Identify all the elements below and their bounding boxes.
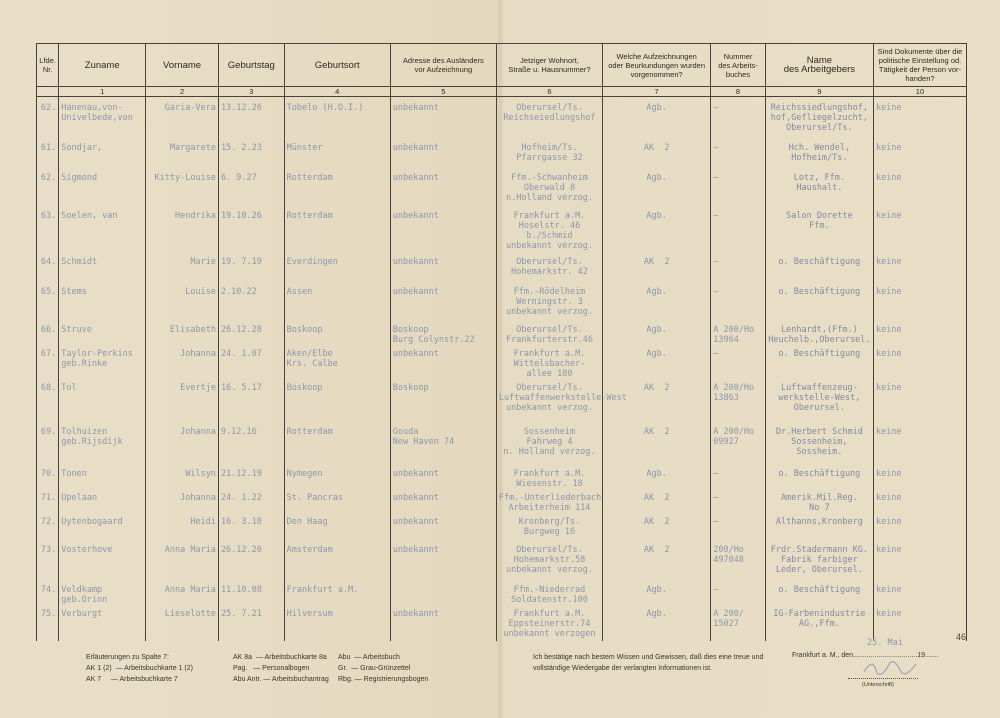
cell-geburtsort: Tobelo (H.O.I.) (284, 97, 390, 139)
cell-geburtsort: Assen (284, 283, 390, 321)
cell-nr: 70. (37, 465, 59, 489)
cell-geburtstag: 6. 9.27 (218, 169, 284, 207)
cell-wohnort: Frankfurt a.M. Wiesenstr. 18 (496, 465, 602, 489)
cell-geburtsort: Nymegen (284, 465, 390, 489)
cell-geburtsort: Everdingen (284, 253, 390, 283)
cell-adresse: unbekannt (390, 169, 496, 207)
cell-aufz: AK 2 (603, 139, 711, 169)
legend-item: Abu — Arbeitsbuch (338, 654, 400, 661)
cell-buch: A 200/Ho 13964 (711, 321, 766, 345)
cell-dok: keine (873, 169, 966, 207)
cell-adresse: Gouda New Haven 74 (390, 423, 496, 465)
cell-geburtsort: Aken/Elbe Krs. Calbe (284, 345, 390, 379)
cell-aufz: Agb. (603, 321, 711, 345)
cell-vorname: Evertje (146, 379, 219, 423)
cell-arbeitgeber: Lotz, Ffm. Haushalt. (765, 169, 873, 207)
cell-arbeitgeber: Lenhardt,(Ffm.) Heuchelb.,Oberursel. (765, 321, 873, 345)
cell-zuname: Soelen, van (59, 207, 146, 253)
cell-vorname: Johanna (146, 345, 219, 379)
cell-arbeitgeber: IG-Farbenindustrie AG.,Ffm. (765, 605, 873, 641)
cell-nr: 72. (37, 513, 59, 541)
column-number: 5 (390, 87, 496, 97)
cell-adresse: Boskoop Burg Colynstr.22 (390, 321, 496, 345)
cell-geburtstag: 19. 7.19 (218, 253, 284, 283)
cell-buch: — (711, 139, 766, 169)
cell-vorname: Johanna (146, 489, 219, 513)
signature-mark (860, 658, 920, 678)
cell-nr: 73. (37, 541, 59, 581)
cell-adresse: unbekannt (390, 605, 496, 641)
cell-geburtstag: 15. 2.23 (218, 139, 284, 169)
cell-dok: keine (873, 139, 966, 169)
cell-aufz: AK 2 (603, 253, 711, 283)
cell-wohnort: Oberursel/Ts. Reichseiedlungshof (496, 97, 602, 139)
cell-aufz: AK 2 (603, 489, 711, 513)
cell-zuname: Struve (59, 321, 146, 345)
cell-geburtsort: Hilversum (284, 605, 390, 641)
cell-dok: keine (873, 379, 966, 423)
legend-title: Erläuterungen zu Spalte 7: (86, 654, 169, 661)
legend-item: Rbg. — Registrierungsbogen (338, 676, 429, 683)
column-header: Nummer des Arbeits- buches (711, 44, 766, 87)
cell-geburtsort: Amsterdam (284, 541, 390, 581)
cell-vorname: Elisabeth (146, 321, 219, 345)
cell-dok: keine (873, 581, 966, 605)
cell-vorname: Wilsyn (146, 465, 219, 489)
cell-vorname: Johanna (146, 423, 219, 465)
cell-vorname: Anna Maria (146, 581, 219, 605)
cell-dok: keine (873, 207, 966, 253)
cell-zuname: Hanenau,von- Univelbede,von (59, 97, 146, 139)
stamp-date: 25. Mai (867, 638, 903, 648)
cell-buch: — (711, 283, 766, 321)
cell-wohnort: Frankfurt a.M. Hoselstr. 46 b./Schmid unbekannt verzog. (496, 207, 602, 253)
cell-arbeitgeber: Hch. Wendel, Hofheim/Ts. (765, 139, 873, 169)
cell-geburtstag: 24. 1.07 (218, 345, 284, 379)
cell-dok: keine (873, 513, 966, 541)
cell-adresse: unbekannt (390, 489, 496, 513)
register-table (36, 43, 967, 641)
column-header: Welche Aufzeichnungen oder Beurkundungen wurden vorgenommen? (603, 44, 711, 87)
header-row (37, 44, 967, 87)
cell-geburtsort: Den Haag (284, 513, 390, 541)
cell-aufz: AK 2 (603, 541, 711, 581)
cell-aufz: Agb. (603, 207, 711, 253)
cell-dok: keine (873, 253, 966, 283)
cell-wohnort: Ffm.-Niederrad Soldatenstr.100 (496, 581, 602, 605)
cell-dok: keine (873, 465, 966, 489)
cell-arbeitgeber: o. Beschäftigung (765, 253, 873, 283)
cell-zuname: Verburgt (59, 605, 146, 641)
cell-arbeitgeber: Amerik.Mil.Reg. No 7 (765, 489, 873, 513)
column-header: Zuname (59, 44, 146, 87)
cell-dok: keine (873, 541, 966, 581)
confirmation-text: Ich bestätige nach bestem Wissen und Gewissen, daß dies eine treue und vollständige Wiedergabe der verlangten Informationen ist. (533, 654, 764, 672)
cell-aufz: Agb. (603, 283, 711, 321)
cell-geburtstag: 16. 3.18 (218, 513, 284, 541)
table-row (37, 321, 967, 345)
column-header: Name des Arbeitgebers (765, 44, 873, 87)
signature-line (848, 678, 918, 679)
column-header: Lfde. Nr. (37, 44, 59, 87)
cell-geburtsort: St. Pancras (284, 489, 390, 513)
cell-dok: keine (873, 97, 966, 139)
cell-buch: — (711, 253, 766, 283)
column-number: 3 (218, 87, 284, 97)
cell-geburtstag: 9.12.16 (218, 423, 284, 465)
cell-zuname: Sigmond (59, 169, 146, 207)
cell-wohnort: Ffm.-Rödelheim Werningstr. 3 unbekannt verzog. (496, 283, 602, 321)
legend-item: AK 8a — Arbeitsbuchkarte 8a (233, 654, 327, 661)
cell-geburtstag: 26.12.28 (218, 321, 284, 345)
signature-label: (Unterschrift) (862, 682, 894, 688)
cell-nr: 68. (37, 379, 59, 423)
cell-arbeitgeber: Althanns,Kronberg (765, 513, 873, 541)
cell-wohnort: Oberursel/Ts. Luftwaffenwerkstelle-West unbekannt verzog. (496, 379, 602, 423)
cell-adresse: unbekannt (390, 513, 496, 541)
cell-zuname: Tonen (59, 465, 146, 489)
cell-aufz: Agb. (603, 97, 711, 139)
cell-nr: 62. (37, 169, 59, 207)
table-row (37, 513, 967, 541)
column-number: 8 (711, 87, 766, 97)
cell-geburtstag: 21.12.19 (218, 465, 284, 489)
column-header: Jetziger Wohnort, Straße u. Hausnummer? (496, 44, 602, 87)
legend-item: Abu Antr. — Arbeitsbuchantrag (233, 676, 329, 683)
column-number: 10 (873, 87, 966, 97)
cell-buch: A 200/ 15027 (711, 605, 766, 641)
cell-vorname: Heidi (146, 513, 219, 541)
cell-vorname: Marie (146, 253, 219, 283)
cell-geburtstag: 19.10.26 (218, 207, 284, 253)
table-row (37, 169, 967, 207)
table-row (37, 207, 967, 253)
cell-aufz: AK 2 (603, 379, 711, 423)
cell-nr: 66. (37, 321, 59, 345)
cell-adresse: Boskoop (390, 379, 496, 423)
cell-aufz: Agb. (603, 345, 711, 379)
table-row (37, 97, 967, 139)
cell-zuname: Upelaan (59, 489, 146, 513)
table-row (37, 283, 967, 321)
cell-adresse: unbekannt (390, 541, 496, 581)
cell-vorname: Kitty-Louise (146, 169, 219, 207)
cell-wohnort: Frankfurt a.M. Eppsteinerstr.74 unbekannt verzogen (496, 605, 602, 641)
cell-wohnort: Frankfurt a.M. Wittelsbacher- allee 180 (496, 345, 602, 379)
cell-vorname: Anna Maria (146, 541, 219, 581)
table-row (37, 605, 967, 641)
table-row (37, 489, 967, 513)
table-row (37, 423, 967, 465)
cell-wohnort: Hofheim/Ts. Pfarrgasse 32 (496, 139, 602, 169)
table-row (37, 581, 967, 605)
cell-wohnort: Kronberg/Ts. Burgweg 16 (496, 513, 602, 541)
cell-zuname: Sondjar, (59, 139, 146, 169)
legend-left (86, 652, 193, 685)
cell-vorname: Margarete (146, 139, 219, 169)
table-row (37, 465, 967, 489)
cell-geburtstag: 2.10.22 (218, 283, 284, 321)
cell-geburtstag: 13.12.26 (218, 97, 284, 139)
cell-buch: A 200/Ho 09927 (711, 423, 766, 465)
cell-dok: keine (873, 321, 966, 345)
cell-nr: 65. (37, 283, 59, 321)
cell-adresse: unbekannt (390, 345, 496, 379)
legend-item: AK 1 (2) — Arbeitsbuchkarte 1 (2) (86, 665, 193, 672)
cell-geburtsort: Rotterdam (284, 207, 390, 253)
cell-arbeitgeber: Luftwaffenzeug- werkstelle-West, Oberursel. (765, 379, 873, 423)
column-header: Vorname (146, 44, 219, 87)
cell-geburtsort: Boskoop (284, 321, 390, 345)
cell-wohnort: Ffm.-Schwanheim Oberwald 8 n.Holland verzog. (496, 169, 602, 207)
cell-nr: 62. (37, 97, 59, 139)
cell-zuname: Stems (59, 283, 146, 321)
cell-dok: keine (873, 489, 966, 513)
cell-buch: — (711, 489, 766, 513)
column-header: Geburtsort (284, 44, 390, 87)
cell-aufz: Agb. (603, 169, 711, 207)
cell-nr: 67. (37, 345, 59, 379)
cell-wohnort: Sossenheim Fahrweg 4 n. Holland verzog. (496, 423, 602, 465)
table-row (37, 379, 967, 423)
column-header: Sind Dokumente über die politische Einstellung od. Tätigkeit der Person vor- handen? (873, 44, 966, 87)
cell-geburtsort: Münster (284, 139, 390, 169)
cell-geburtstag: 25. 7.21 (218, 605, 284, 641)
cell-vorname: Louise (146, 283, 219, 321)
cell-nr: 61. (37, 139, 59, 169)
cell-buch: — (711, 581, 766, 605)
legend-mid-1 (233, 652, 329, 685)
cell-arbeitgeber: Reichssiedlungshof, hof,Gefliegelzucht, Oberursel/Ts. (765, 97, 873, 139)
cell-buch: — (711, 465, 766, 489)
column-number-row (37, 87, 967, 97)
cell-wohnort: Oberursel/Ts. Frankfurterstr.46 (496, 321, 602, 345)
table-row (37, 139, 967, 169)
column-header: Adresse des Ausländers vor Aufzeichnung (390, 44, 496, 87)
cell-zuname: Tolhuizen geb.Rijsdijk (59, 423, 146, 465)
column-number: 7 (603, 87, 711, 97)
cell-buch: — (711, 513, 766, 541)
cell-dok: keine (873, 605, 966, 641)
cell-dok: keine (873, 423, 966, 465)
legend-mid-2 (338, 652, 428, 685)
cell-buch: 200/Ho 497048 (711, 541, 766, 581)
cell-wohnort: Oberursel/Ts. Hohemarkstr.58 unbekannt verzog. (496, 541, 602, 581)
cell-aufz: Agb. (603, 465, 711, 489)
cell-vorname: Lieselotte (146, 605, 219, 641)
cell-arbeitgeber: o. Beschäftigung (765, 465, 873, 489)
cell-wohnort: Oberursel/Ts. Hohemarkstr. 42 (496, 253, 602, 283)
cell-arbeitgeber: o. Beschäftigung (765, 345, 873, 379)
cell-nr: 69. (37, 423, 59, 465)
table-row (37, 253, 967, 283)
legend-item: Pag. — Personalbogen (233, 665, 310, 672)
cell-zuname: Vosterhove (59, 541, 146, 581)
cell-buch: — (711, 345, 766, 379)
cell-zuname: Tol (59, 379, 146, 423)
cell-arbeitgeber: Dr.Herbert Schmid Sossenheim, Sossheim. (765, 423, 873, 465)
cell-adresse: unbekannt (390, 253, 496, 283)
cell-arbeitgeber: o. Beschäftigung (765, 581, 873, 605)
legend-item: AK 7 — Arbeitsbuchkarte 7 (86, 676, 178, 683)
cell-adresse: unbekannt (390, 97, 496, 139)
cell-geburtstag: 16. 5.17 (218, 379, 284, 423)
cell-buch: — (711, 207, 766, 253)
cell-nr: 64. (37, 253, 59, 283)
cell-aufz: Agb. (603, 581, 711, 605)
legend-item: Gr. — Grau-Grünzettel (338, 665, 411, 672)
cell-arbeitgeber: Frdr.Stadermann KG. Fabrik farbiger Leder, Oberursel. (765, 541, 873, 581)
cell-dok: keine (873, 345, 966, 379)
column-number: 2 (146, 87, 219, 97)
cell-adresse: unbekannt (390, 139, 496, 169)
cell-buch: — (711, 169, 766, 207)
cell-geburtstag: 26.12.20 (218, 541, 284, 581)
table-row (37, 541, 967, 581)
register-rows (37, 97, 967, 641)
cell-geburtsort: Frankfurt a.M. (284, 581, 390, 605)
cell-nr: 75. (37, 605, 59, 641)
cell-dok: keine (873, 283, 966, 321)
table-row (37, 345, 967, 379)
cell-nr: 63. (37, 207, 59, 253)
cell-zuname: Schmidt (59, 253, 146, 283)
column-number: 9 (765, 87, 873, 97)
column-header: Geburtstag (218, 44, 284, 87)
cell-nr: 71. (37, 489, 59, 513)
cell-arbeitgeber: o. Beschäftigung (765, 283, 873, 321)
cell-zuname: Veldkamp geb.Orinn (59, 581, 146, 605)
cell-vorname: Hendrika (146, 207, 219, 253)
cell-geburtstag: 11.10.08 (218, 581, 284, 605)
cell-zuname: Taylor-Perkins geb.Rinke (59, 345, 146, 379)
cell-adresse: unbekannt (390, 283, 496, 321)
cell-geburtsort: Rotterdam (284, 169, 390, 207)
cell-geburtsort: Boskoop (284, 379, 390, 423)
cell-buch: A 200/Ho 13863 (711, 379, 766, 423)
column-number: 1 (59, 87, 146, 97)
column-number (37, 87, 59, 97)
cell-vorname: Garia-Vera (146, 97, 219, 139)
cell-wohnort: Ffm.-Unterliederbach Arbeiterheim 114 (496, 489, 602, 513)
place-date-line: Frankfurt a. M., den.................................19....... (792, 652, 939, 659)
cell-adresse (390, 581, 496, 605)
cell-geburtstag: 24. 1.22 (218, 489, 284, 513)
cell-arbeitgeber: Salon Dorette Ffm. (765, 207, 873, 253)
cell-zuname: Uytenbogaard (59, 513, 146, 541)
cell-adresse: unbekannt (390, 207, 496, 253)
column-number: 6 (496, 87, 602, 97)
cell-buch: — (711, 97, 766, 139)
cell-adresse: unbekannt (390, 465, 496, 489)
cell-aufz: AK 2 (603, 423, 711, 465)
cell-aufz: Agb. (603, 605, 711, 641)
cell-aufz: AK 2 (603, 513, 711, 541)
column-number: 4 (284, 87, 390, 97)
cell-nr: 74. (37, 581, 59, 605)
cell-geburtsort: Rotterdam (284, 423, 390, 465)
page-number: 46 (956, 632, 967, 642)
